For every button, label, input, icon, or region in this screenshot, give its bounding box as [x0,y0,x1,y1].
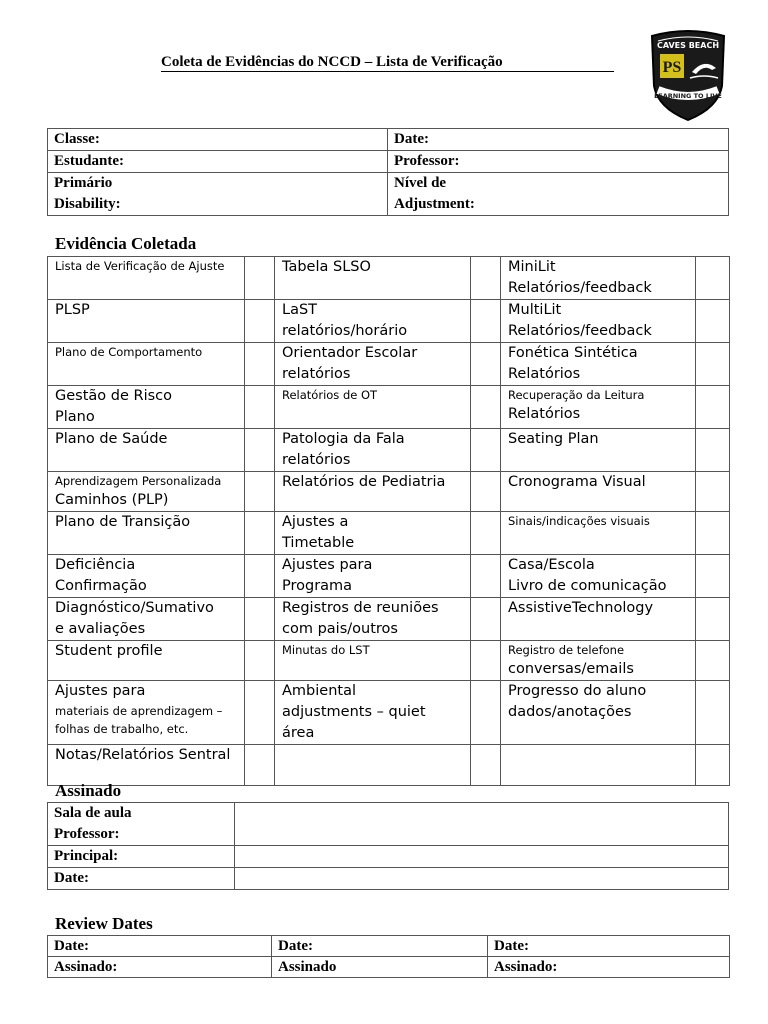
evidence-item-label: adjustments – quiet [282,704,426,720]
evidence-row [48,343,730,386]
classroom-teacher-signature-field[interactable] [235,803,729,846]
evidence-item-label: Programa [282,578,353,594]
evidence-item-label: Timetable [282,535,355,551]
student-info-table [47,128,729,216]
review-signed-1[interactable] [48,957,272,978]
evidence-item-label: Minutas do LST [282,643,370,657]
evidence-item [48,555,245,598]
evidence-checkbox[interactable] [245,300,275,343]
evidence-checkbox[interactable] [245,598,275,641]
evidence-item-label: Registro de telefone [508,643,625,657]
svg-text:PS: PS [662,59,682,76]
evidence-item-label: Progresso do aluno [508,683,647,699]
evidence-item [275,681,471,745]
review-signed-label-3: Assinado: [494,959,558,975]
signed-heading: Assinado [55,781,122,800]
evidence-checkbox[interactable] [471,300,501,343]
evidence-checkbox[interactable] [245,681,275,745]
evidence-item-label: Relatórios [508,406,581,422]
evidence-item-label: Relatórios/feedback [508,280,652,296]
evidence-item-label: Plano de Comportamento [55,345,203,359]
evidence-item [48,681,245,745]
evidence-checkbox[interactable] [471,745,501,786]
evidence-item [48,598,245,641]
evidence-item-label: Relatórios/feedback [508,323,652,339]
evidence-item-label: Patologia da Fala [282,431,405,447]
evidence-item [275,429,471,472]
evidence-row [48,386,730,429]
evidence-item-label: Plano de Saúde [55,431,168,447]
evidence-item-label: Relatórios de OT [282,388,378,402]
evidence-item-label: área [282,725,315,741]
evidence-item-label: Student profile [55,643,163,659]
evidence-item [48,386,245,429]
evidence-checkbox[interactable] [245,257,275,300]
evidence-item [48,745,245,786]
evidence-heading: Evidência Coletada [55,234,197,253]
evidence-item-label: com pais/outros [282,621,398,637]
evidence-item [501,745,696,786]
signed-date-field[interactable] [235,868,729,890]
review-date-label-2: Date: [278,938,313,954]
evidence-item-label: conversas/emails [508,661,634,677]
evidence-item-label: relatórios [282,452,351,468]
evidence-item-label: Cronograma Visual [508,474,646,490]
evidence-item-label: Ajustes para [55,683,146,699]
evidence-checkbox[interactable] [471,429,501,472]
evidence-item-label: Gestão de Risco [55,388,172,404]
evidence-item [501,386,696,429]
evidence-checkbox[interactable] [696,300,730,343]
evidence-item [275,745,471,786]
classroom-label-line2: Professor: [54,826,120,842]
svg-text:CAVES BEACH: CAVES BEACH [656,41,720,50]
student-cell[interactable] [48,151,388,173]
evidence-row [48,300,730,343]
date-label: Date: [394,131,429,147]
evidence-item-label: Ajustes para [282,557,373,573]
title-underline [161,71,614,72]
review-signed-2[interactable] [272,957,488,978]
evidence-item-label: Notas/Relatórios Sentral [55,747,231,763]
evidence-row [48,641,730,681]
evidence-item-label: Livro de comunicação [508,578,667,594]
evidence-item-label: Caminhos (PLP) [55,492,169,508]
evidence-row [48,429,730,472]
evidence-checkbox[interactable] [696,745,730,786]
classroom-teacher-label-cell [48,803,235,846]
review-signed-label-2: Assinado [278,959,337,975]
evidence-checkbox[interactable] [471,257,501,300]
principal-signature-field[interactable] [235,846,729,868]
class-label: Classe: [54,131,100,147]
review-signed-label-1: Assinado: [54,959,118,975]
evidence-checkbox[interactable] [245,745,275,786]
adjustment-label-line1: Nível de [394,175,447,191]
review-date-2[interactable] [272,936,488,957]
evidence-item [48,512,245,555]
evidence-item [501,598,696,641]
evidence-item-label: Recuperação da Leitura [508,388,645,402]
evidence-row [48,512,730,555]
review-date-3[interactable] [488,936,730,957]
evidence-checkbox[interactable] [696,555,730,598]
evidence-row [48,681,730,745]
evidence-row [48,257,730,300]
evidence-checkbox[interactable] [245,386,275,429]
disability-label-line1: Primário [54,175,113,191]
evidence-item [48,641,245,681]
evidence-row [48,555,730,598]
evidence-checkbox[interactable] [471,641,501,681]
evidence-checkbox[interactable] [245,472,275,512]
evidence-checkbox[interactable] [471,598,501,641]
evidence-checkbox[interactable] [245,429,275,472]
evidence-item [501,300,696,343]
date-cell[interactable] [388,129,729,151]
review-signed-3[interactable] [488,957,730,978]
adjustment-label-line2: Adjustment: [394,196,475,212]
evidence-item [501,257,696,300]
evidence-item [275,555,471,598]
signed-date-label-cell [48,868,235,890]
evidence-item-label: relatórios [282,366,351,382]
review-dates-table [47,935,730,978]
evidence-item-label: LaST [282,302,318,318]
evidence-item-label: relatórios/horário [282,323,408,339]
evidence-item-label: e avaliações [55,621,146,637]
evidence-item-label: Ajustes a [282,514,349,530]
evidence-checkbox[interactable] [245,512,275,555]
evidence-item [275,300,471,343]
evidence-checkbox[interactable] [696,429,730,472]
evidence-checkbox[interactable] [696,386,730,429]
document-title: Coleta de Evidências do NCCD – Lista de Verificação [161,54,503,70]
evidence-table [47,256,730,786]
evidence-checkbox[interactable] [471,512,501,555]
evidence-item [275,598,471,641]
evidence-item [501,472,696,512]
evidence-item [501,512,696,555]
evidence-item-label: Plano [55,409,95,425]
evidence-item-label: Aprendizagem Personalizada [55,474,222,488]
principal-label-cell [48,846,235,868]
evidence-item [275,386,471,429]
evidence-checkbox[interactable] [696,598,730,641]
review-heading: Review Dates [55,914,153,933]
evidence-item-label: Relatórios [508,366,581,382]
svg-text:LEARNING TO LIVE: LEARNING TO LIVE [654,92,722,100]
teacher-cell[interactable] [388,151,729,173]
evidence-item-label: dados/anotações [508,704,632,720]
evidence-item-label: MultiLit [508,302,562,318]
signed-date-label: Date: [54,870,89,886]
evidence-checkbox[interactable] [471,681,501,745]
evidence-checkbox[interactable] [696,257,730,300]
evidence-checkbox[interactable] [245,343,275,386]
evidence-item-label: Ambiental [282,683,356,699]
evidence-item-label: Deficiência [55,557,136,573]
evidence-item-label: Casa/Escola [508,557,595,573]
evidence-item [48,472,245,512]
evidence-item-label: Confirmação [55,578,147,594]
class-cell[interactable] [48,129,388,151]
evidence-item-label: Sinais/indicações visuais [508,514,650,528]
evidence-checkbox[interactable] [696,512,730,555]
classroom-label-line1: Sala de aula [54,805,132,821]
evidence-item-label: materiais de aprendizagem – [55,704,223,718]
signature-table [47,802,729,890]
evidence-checkbox[interactable] [471,555,501,598]
evidence-row [48,745,730,786]
disability-cell[interactable] [48,173,388,216]
evidence-item [501,555,696,598]
evidence-item-label: MiniLit [508,259,556,275]
evidence-item-label: Tabela SLSO [282,259,371,275]
evidence-item [501,343,696,386]
evidence-item [48,343,245,386]
evidence-item [501,429,696,472]
evidence-item [275,641,471,681]
evidence-row [48,472,730,512]
evidence-item [275,257,471,300]
evidence-item-label: folhas de trabalho, etc. [55,722,189,736]
evidence-item [275,512,471,555]
adjustment-cell[interactable] [388,173,729,216]
student-label: Estudante: [54,153,125,169]
review-date-label-1: Date: [54,938,89,954]
evidence-item-label: AssistiveTechnology [508,600,654,616]
evidence-item-label: Orientador Escolar [282,345,418,361]
evidence-checkbox[interactable] [471,472,501,512]
evidence-item-label: Seating Plan [508,431,599,447]
evidence-item [48,257,245,300]
evidence-row [48,598,730,641]
principal-label: Principal: [54,848,119,864]
evidence-item-label: Registros de reuniões [282,600,439,616]
review-date-label-3: Date: [494,938,529,954]
evidence-item-label: Fonética Sintética [508,345,638,361]
evidence-item-label: Lista de Verificação de Ajuste [55,259,225,273]
evidence-checkbox[interactable] [471,343,501,386]
evidence-item-label: PLSP [55,302,90,318]
evidence-checkbox[interactable] [245,641,275,681]
evidence-item [501,681,696,745]
evidence-item [501,641,696,681]
evidence-item-label: Diagnóstico/Sumativo [55,600,214,616]
evidence-checkbox[interactable] [696,681,730,745]
disability-label-line2: Disability: [54,196,121,212]
evidence-item [275,343,471,386]
evidence-checkbox[interactable] [696,343,730,386]
teacher-label: Professor: [394,153,460,169]
evidence-checkbox[interactable] [696,472,730,512]
evidence-item [48,300,245,343]
school-logo [648,28,728,122]
review-date-1[interactable] [48,936,272,957]
evidence-item-label: Relatórios de Pediatria [282,474,446,490]
evidence-item-label: Plano de Transição [55,514,191,530]
evidence-item [275,472,471,512]
evidence-item [48,429,245,472]
evidence-checkbox[interactable] [471,386,501,429]
evidence-checkbox[interactable] [696,641,730,681]
evidence-checkbox[interactable] [245,555,275,598]
